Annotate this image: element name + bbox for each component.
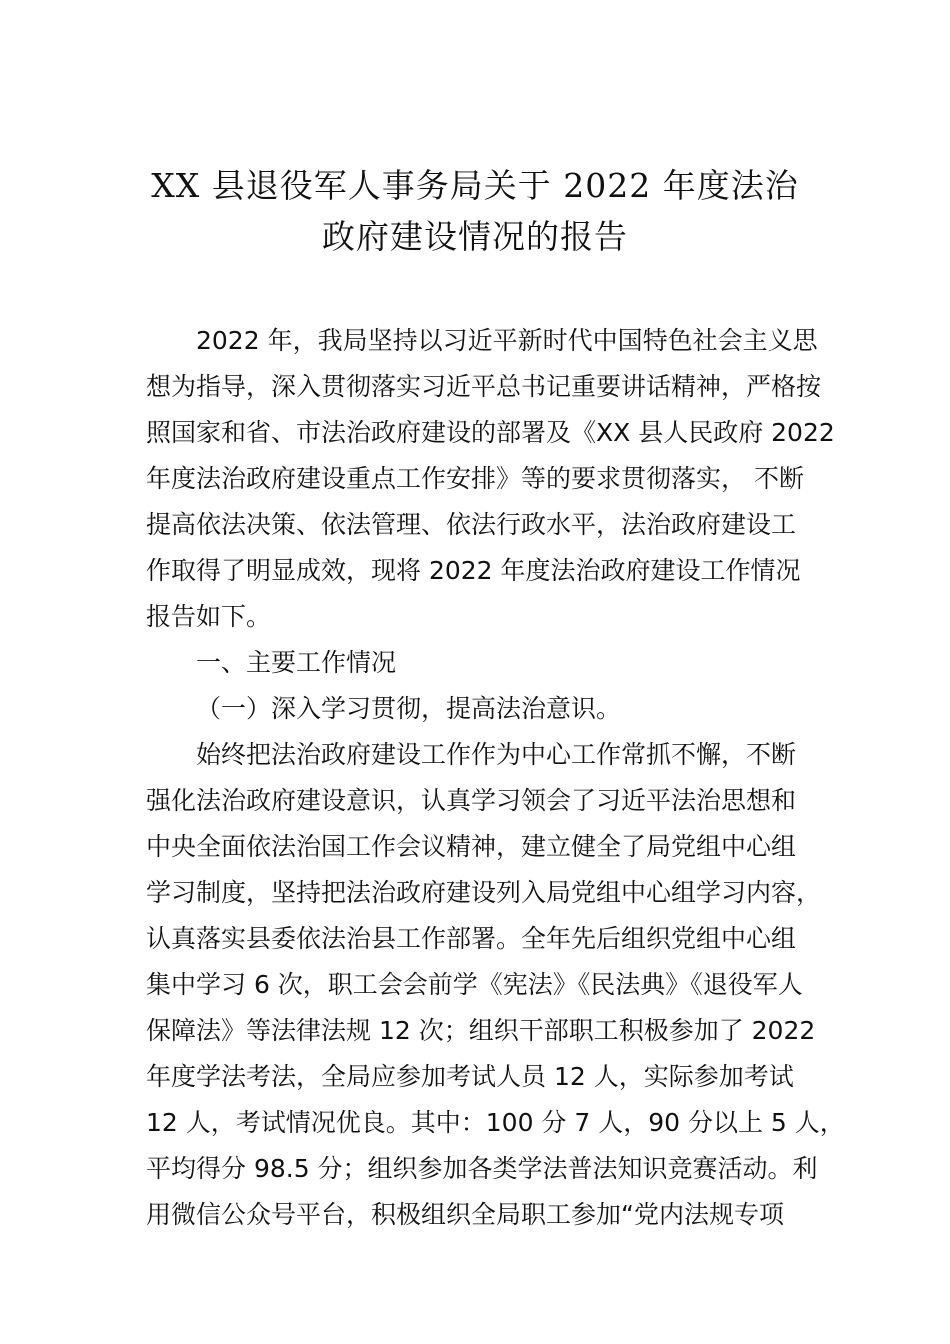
paragraph-line: 强化法治政府建设意识，认真学习领会了习近平法治思想和 <box>146 786 797 815</box>
paragraph-line: 照国家和省、市法治政府建设的部署及《XX 县人民政府 2022 <box>146 418 835 447</box>
paragraph-line: 始终把法治政府建设工作作为中心工作常抓不懈，不断 <box>196 740 797 769</box>
paragraph-line: 年度学法考法，全局应参加考试人员 12 人，实际参加考试 <box>146 1062 794 1091</box>
document-body <box>146 318 845 1238</box>
subsection-heading: （一）深入学习贯彻，提高法治意识。 <box>196 694 622 723</box>
paragraph-line: 作取得了明显成效，现将 2022 年度法治政府建设工作情况 <box>146 556 801 585</box>
paragraph-line: 年度法治政府建设重点工作安排》等的要求贯彻落实， 不断 <box>146 464 804 493</box>
paragraph-line: 12 人，考试情况优良。其中：100 分 7 人，90 分以上 5 人， <box>146 1108 845 1137</box>
paragraph-line: 用微信公众号平台，积极组织全局职工参加“党内法规专项 <box>146 1200 784 1229</box>
paragraph-line: 保障法》等法律法规 12 次；组织干部职工积极参加了 2022 <box>146 1016 816 1045</box>
paragraph-line: 学习制度，坚持把法治政府建设列入局党组中心组学习内容， <box>146 878 822 907</box>
title-line-1: XX 县退役军人事务局关于 2022 年度法治 <box>151 166 799 205</box>
paragraph-line: 平均得分 98.5 分；组织参加各类学法普法知识竞赛活动。利 <box>146 1154 818 1183</box>
paragraph-line: 中央全面依法治国工作会议精神，建立健全了局党组中心组 <box>146 832 797 861</box>
paragraph-line: 2022 年，我局坚持以习近平新时代中国特色社会主义思 <box>196 326 818 355</box>
paragraph-line: 集中学习 6 次，职工会会前学《宪法》《民法典》《退役军人 <box>146 970 803 999</box>
paragraph-line: 提高依法决策、依法管理、依法行政水平，法治政府建设工 <box>146 510 797 539</box>
title-line-2: 政府建设情况的报告 <box>322 217 628 256</box>
paragraph-line: 报告如下。 <box>146 602 272 631</box>
paragraph-line: 想为指导，深入贯彻落实习近平总书记重要讲话精神，严格按 <box>146 372 822 401</box>
section-heading: 一、主要工作情况 <box>196 648 397 677</box>
document-title <box>80 160 870 262</box>
paragraph-line: 认真落实县委依法治县工作部署。全年先后组织党组中心组 <box>146 924 797 953</box>
